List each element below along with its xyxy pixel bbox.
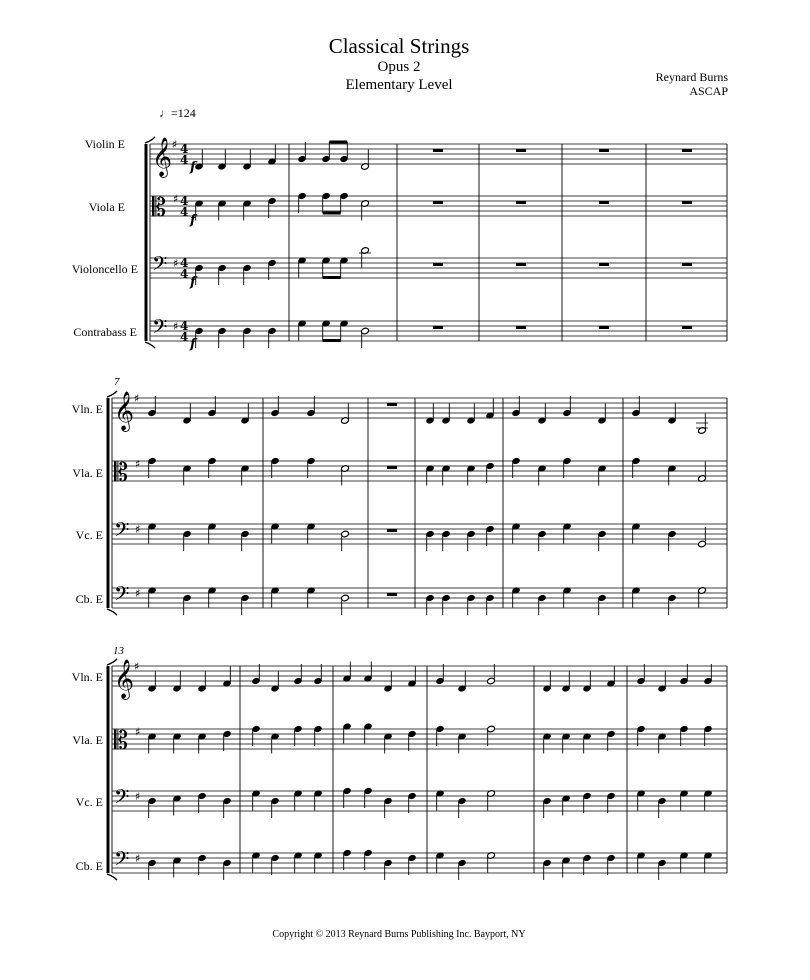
score-title: Classical Strings: [328, 34, 470, 58]
dynamic-marking: f: [190, 337, 196, 352]
instrument-label: Cb. E: [75, 859, 103, 873]
treble-clef-icon: 𝄞: [114, 391, 135, 431]
treble-clef-icon: 𝄞: [152, 137, 173, 177]
bass-clef-icon: 𝄢: [114, 582, 130, 610]
instrument-label: Vla. E: [72, 733, 103, 747]
sharp-icon: ♯: [173, 257, 179, 270]
whole-rest: [599, 149, 609, 152]
whole-rest: [599, 263, 609, 266]
sharp-icon: ♯: [135, 523, 141, 536]
whole-rest: [387, 529, 397, 532]
tempo-equals: =: [171, 106, 178, 120]
whole-rest: [433, 263, 443, 266]
instrument-label: Cb. E: [75, 592, 103, 606]
time-signature-denominator: 4: [180, 153, 189, 167]
score-level: Elementary Level: [345, 77, 453, 93]
bass-clef-icon: 𝄢: [152, 315, 168, 343]
instrument-label: Violoncello E: [71, 262, 138, 276]
alto-clef-icon: 𝄡: [114, 458, 128, 487]
instrument-label: Vc. E: [75, 795, 103, 809]
time-signature-denominator: 4: [180, 205, 189, 219]
sharp-icon: ♯: [135, 725, 141, 739]
alto-clef-icon: 𝄡: [114, 726, 128, 755]
sharp-icon: ♯: [173, 192, 179, 206]
bass-clef-icon: 𝄢: [114, 785, 130, 813]
sharp-icon: ♯: [135, 457, 141, 471]
dynamic-marking: f: [190, 275, 196, 290]
time-signature-denominator: 4: [180, 330, 189, 344]
time-signature-numerator: 4: [180, 319, 189, 333]
tempo-bpm: 124: [177, 106, 196, 120]
whole-rest: [682, 201, 692, 204]
whole-rest: [682, 326, 692, 329]
instrument-label: Vln. E: [71, 670, 103, 684]
measure-number: 7: [114, 376, 120, 388]
sharp-icon: ♯: [135, 587, 141, 600]
whole-rest: [599, 201, 609, 204]
time-signature-numerator: 4: [180, 142, 189, 156]
sharp-icon: ♯: [134, 392, 140, 405]
sharp-icon: ♯: [173, 320, 179, 333]
instrument-label: Vc. E: [75, 528, 103, 542]
sharp-icon: ♯: [134, 660, 140, 673]
bass-clef-icon: 𝄢: [114, 518, 130, 546]
time-signature-denominator: 4: [180, 267, 189, 281]
whole-rest: [682, 149, 692, 152]
rights-organization: ASCAP: [689, 84, 728, 98]
whole-rest: [387, 403, 397, 406]
copyright-notice: Copyright © 2013 Reynard Burns Publishing Inc. Bayport, NY: [272, 929, 526, 940]
whole-rest: [433, 149, 443, 152]
instrument-label: Vla. E: [72, 466, 103, 480]
alto-clef-icon: 𝄡: [152, 193, 166, 222]
whole-rest: [516, 149, 526, 152]
quarter-note-icon: ♩: [159, 106, 171, 120]
whole-rest: [433, 201, 443, 204]
sharp-icon: ♯: [135, 852, 141, 865]
whole-rest: [433, 326, 443, 329]
whole-rest: [516, 201, 526, 204]
time-signature-numerator: 4: [180, 194, 189, 208]
whole-rest: [682, 263, 692, 266]
dynamic-marking: f: [190, 213, 196, 228]
instrument-label: Vln. E: [71, 402, 103, 416]
dynamic-marking: f: [190, 160, 196, 175]
whole-rest: [516, 263, 526, 266]
sharp-icon: ♯: [172, 138, 178, 151]
bass-clef-icon: 𝄢: [114, 847, 130, 875]
bass-clef-icon: 𝄢: [152, 252, 168, 280]
whole-rest: [516, 326, 526, 329]
whole-rest: [387, 593, 397, 596]
measure-number: 13: [113, 645, 124, 657]
instrument-label: Contrabass E: [73, 325, 137, 339]
whole-rest: [599, 326, 609, 329]
treble-clef-icon: 𝄞: [114, 659, 135, 699]
whole-rest: [387, 466, 397, 469]
composer-name: Reynard Burns: [655, 70, 728, 84]
instrument-label: Violin E: [84, 137, 125, 151]
score-subtitle: Opus 2: [377, 59, 421, 75]
instrument-label: Viola E: [88, 200, 125, 214]
time-signature-numerator: 4: [180, 256, 189, 270]
sharp-icon: ♯: [135, 790, 141, 803]
